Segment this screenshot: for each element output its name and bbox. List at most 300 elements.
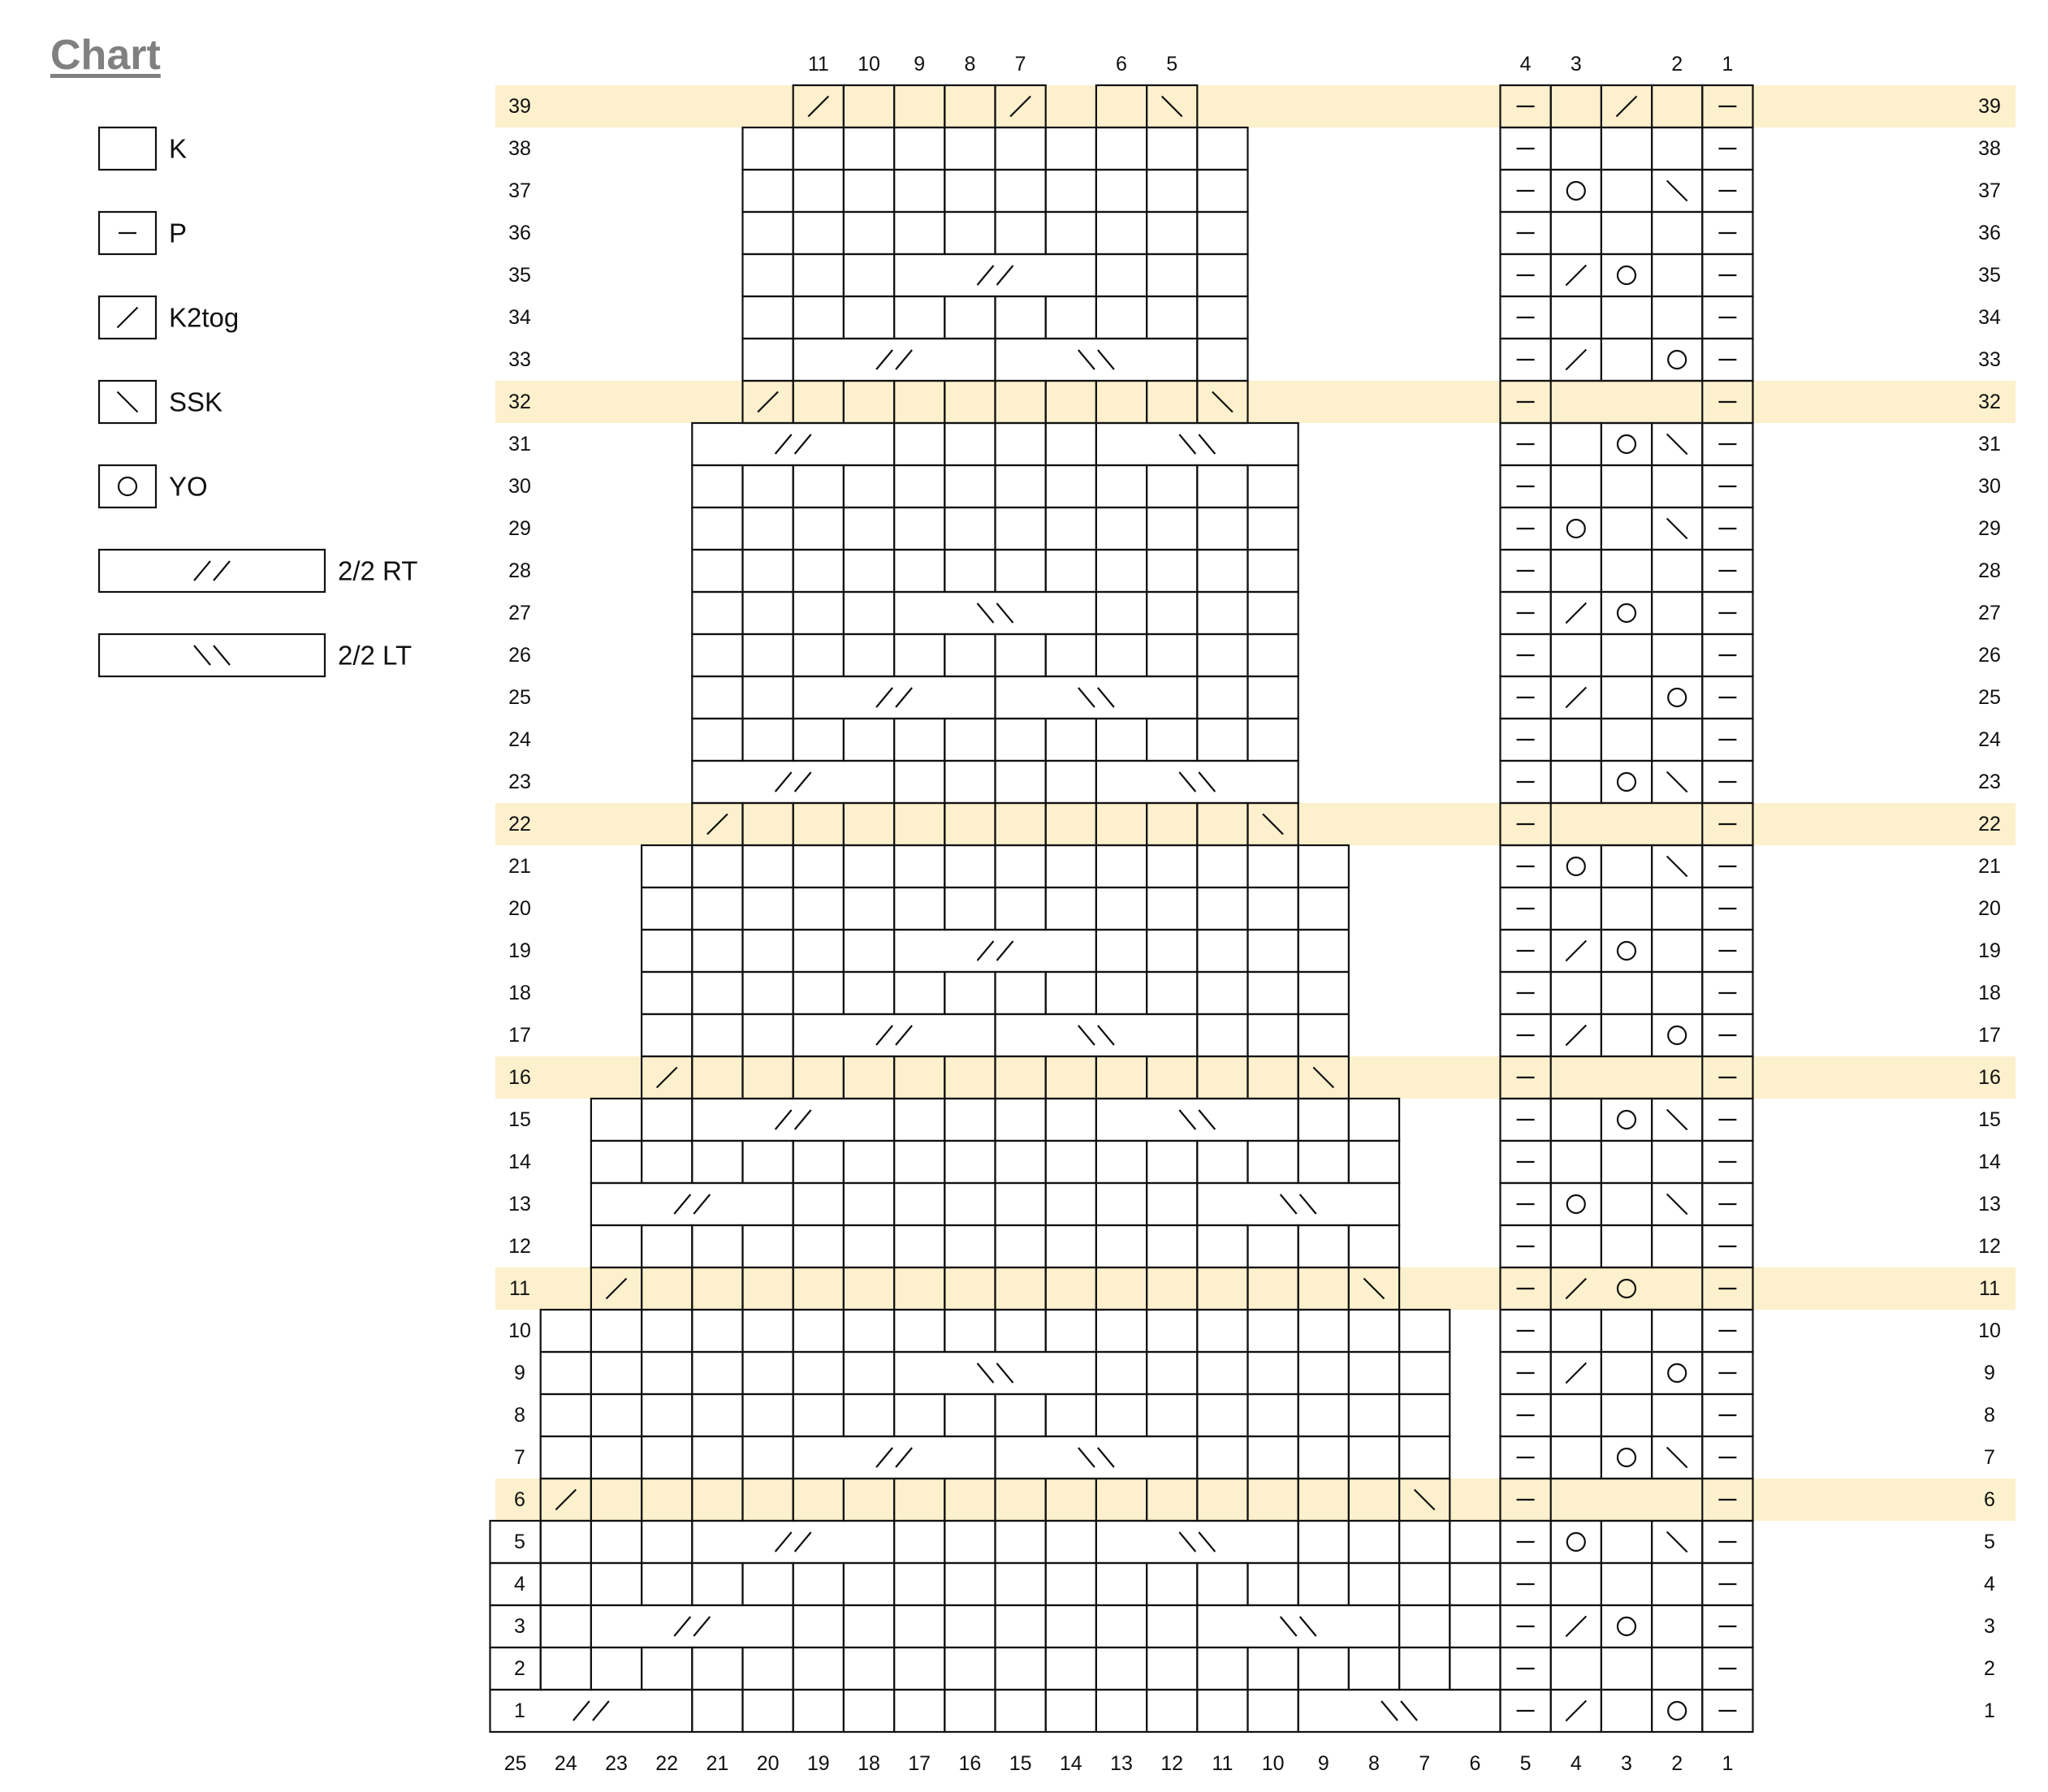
chart-cell (844, 1310, 894, 1352)
side-cell (1601, 845, 1652, 887)
chart-cell (1147, 550, 1197, 592)
column-number-bottom: 18 (858, 1752, 880, 1775)
chart-cell (743, 845, 793, 887)
side-cell (1652, 1605, 1702, 1647)
chart-cell (844, 930, 894, 972)
chart-cell (793, 1352, 844, 1394)
chart-cell (692, 972, 742, 1014)
chart-cell (1197, 1141, 1247, 1183)
chart-cell (793, 845, 844, 887)
legend-swatch (99, 550, 325, 592)
chart-cell (793, 507, 844, 550)
chart-cell (1147, 719, 1197, 761)
row-number-right: 28 (1978, 559, 2001, 582)
chart-cell (996, 1690, 1046, 1732)
chart-cell (944, 1225, 995, 1267)
column-number-top: 10 (858, 53, 880, 76)
row-number-right: 4 (1984, 1573, 1995, 1596)
chart-cell (1046, 1099, 1096, 1141)
lt-cable-symbol (978, 1363, 994, 1383)
side-cell (1551, 1394, 1601, 1436)
chart-cell (1046, 296, 1096, 339)
rt-cable-symbol (693, 1194, 710, 1214)
chart-cell (692, 1014, 742, 1056)
rt-cable-symbol (776, 1532, 792, 1552)
chart-cell (944, 1394, 995, 1436)
row-number-right: 5 (1984, 1531, 1995, 1553)
side-cell (1652, 634, 1702, 676)
chart-cell (591, 1647, 642, 1690)
chart-cell (642, 1352, 692, 1394)
chart-cell (844, 1394, 894, 1436)
ssk-symbol (1667, 434, 1687, 455)
legend-swatch (99, 465, 156, 507)
chart-cell (793, 212, 844, 254)
yo-symbol (1618, 1617, 1635, 1635)
lt-cable-symbol (1098, 350, 1114, 369)
chart-cell (1096, 507, 1147, 550)
chart-cell (642, 1141, 692, 1183)
chart-cell (844, 845, 894, 887)
rt-cable-symbol (573, 1701, 590, 1721)
chart-cell (692, 1563, 742, 1605)
chart-cell (1197, 887, 1247, 930)
chart-cell (894, 1521, 944, 1563)
chart-cell (996, 507, 1046, 550)
side-cell (1601, 1141, 1652, 1183)
chart-cell (1046, 634, 1096, 676)
chart-cell (642, 930, 692, 972)
chart-cell (844, 212, 894, 254)
cable-cell (996, 339, 1198, 381)
chart-cell (692, 1436, 742, 1479)
side-cell (1601, 170, 1652, 212)
side-cell (1601, 465, 1652, 507)
row-number-left: 22 (508, 813, 531, 836)
rt-cable-symbol (997, 266, 1013, 285)
side-cell (1551, 1099, 1601, 1141)
chart-cell (591, 1225, 642, 1267)
chart-cell (1197, 1394, 1247, 1436)
row-number-right: 32 (1978, 391, 2001, 413)
cable-cell (894, 592, 1096, 634)
rt-cable-symbol (593, 1701, 609, 1721)
chart-cell (894, 1183, 944, 1225)
column-number-bottom: 11 (1212, 1752, 1234, 1775)
chart-cell (743, 1436, 793, 1479)
chart-cell (1147, 845, 1197, 887)
chart-cell (591, 1521, 642, 1563)
row-number-left: 27 (508, 602, 531, 624)
yo-symbol (1567, 1533, 1585, 1551)
yo-symbol (1618, 942, 1635, 960)
chart-cell (1197, 1690, 1247, 1732)
chart-cell (1197, 507, 1247, 550)
chart-cell (642, 887, 692, 930)
row-number-left: 10 (508, 1319, 531, 1342)
row-number-left: 33 (508, 348, 531, 371)
column-number-bottom: 3 (1621, 1752, 1632, 1775)
side-cell (1551, 212, 1601, 254)
chart-cell (1399, 1436, 1450, 1479)
chart-cell (793, 1310, 844, 1352)
cable-cell (692, 1099, 894, 1141)
row-number-left: 30 (508, 475, 531, 498)
ssk-symbol (1667, 519, 1687, 539)
k2tog-symbol (1566, 688, 1586, 708)
row-number-right: 7 (1984, 1446, 1995, 1469)
chart-cell (1298, 1310, 1349, 1352)
chart-cell (642, 1521, 692, 1563)
row-number-left: 6 (514, 1488, 525, 1511)
yo-symbol (1668, 1364, 1686, 1382)
column-number-top: 3 (1570, 53, 1582, 76)
chart-cell (844, 1183, 894, 1225)
chart-cell (642, 1014, 692, 1056)
chart-cell (844, 1563, 894, 1605)
chart-cell (996, 1647, 1046, 1690)
chart-cell (541, 1310, 591, 1352)
ssk-symbol (1667, 772, 1687, 792)
side-cell (1551, 465, 1601, 507)
chart-cell (844, 170, 894, 212)
chart-cell (793, 465, 844, 507)
chart-cell (894, 1099, 944, 1141)
chart-cell (743, 1394, 793, 1436)
side-cell (1601, 1352, 1652, 1394)
row-number-left: 7 (514, 1446, 525, 1469)
ssk-symbol (1667, 857, 1687, 877)
chart-cell (1248, 1141, 1298, 1183)
chart-cell (541, 1521, 591, 1563)
chart-cell (894, 1563, 944, 1605)
k2tog-symbol (1566, 941, 1586, 961)
chart-cell (996, 1394, 1046, 1436)
chart-cell (692, 1647, 742, 1690)
chart-cell (996, 170, 1046, 212)
k2tog-symbol (1566, 266, 1586, 286)
row-number-left: 15 (508, 1108, 531, 1131)
chart-cell (743, 972, 793, 1014)
chart-cell (996, 127, 1046, 170)
highlight-row-band (495, 85, 2016, 127)
column-number-bottom: 14 (1059, 1752, 1082, 1775)
yo-symbol (1668, 351, 1686, 369)
side-cell (1551, 550, 1601, 592)
side-cell (1652, 1690, 1702, 1732)
column-number-top: 11 (807, 53, 829, 76)
chart-cell (1096, 212, 1147, 254)
row-number-right: 31 (1978, 433, 2001, 456)
chart-cell (743, 592, 793, 634)
chart-cell (642, 1436, 692, 1479)
chart-cell (996, 296, 1046, 339)
rt-cable-symbol (896, 688, 912, 707)
chart-cell (1298, 1352, 1349, 1394)
chart-cell (743, 1310, 793, 1352)
chart-cell (894, 550, 944, 592)
chart-cell (1450, 1605, 1500, 1647)
chart-cell (894, 1310, 944, 1352)
chart-cell (591, 1310, 642, 1352)
chart-cell (1197, 465, 1247, 507)
chart-cell (894, 1605, 944, 1647)
side-cell (1652, 930, 1702, 972)
chart-cell (793, 170, 844, 212)
chart-cell (591, 1394, 642, 1436)
chart-cell (1349, 1141, 1399, 1183)
chart-cell (996, 719, 1046, 761)
row-number-right: 26 (1978, 644, 2001, 667)
row-number-left: 28 (508, 559, 531, 582)
row-number-right: 38 (1978, 137, 2001, 160)
chart-cell (743, 254, 793, 296)
chart-cell (1197, 339, 1247, 381)
chart-cell (944, 634, 995, 676)
ssk-symbol (1667, 1448, 1687, 1468)
column-number-bottom: 8 (1368, 1752, 1380, 1775)
chart-cell (1349, 1225, 1399, 1267)
chart-cell (894, 465, 944, 507)
side-cell (1601, 296, 1652, 339)
chart-cell (996, 845, 1046, 887)
chart-cell (642, 845, 692, 887)
side-cell (1551, 761, 1601, 803)
chart-cell (743, 296, 793, 339)
side-cell (1551, 170, 1601, 212)
chart-cell (996, 1563, 1046, 1605)
chart-cell (944, 1183, 995, 1225)
lt-cable-symbol (1199, 772, 1215, 792)
cable-cell (996, 1436, 1198, 1479)
highlight-row-band (495, 381, 2016, 423)
cable-cell (591, 1183, 793, 1225)
chart-cell (743, 550, 793, 592)
column-number-bottom: 6 (1469, 1752, 1481, 1775)
chart-cell (1096, 1647, 1147, 1690)
side-cell (1601, 1563, 1652, 1605)
row-number-left: 20 (508, 897, 531, 920)
row-number-right: 21 (1978, 855, 2001, 878)
chart-cell (1046, 1521, 1096, 1563)
chart-cell (1248, 634, 1298, 676)
side-cell (1652, 592, 1702, 634)
lt-cable-symbol (1300, 1194, 1316, 1214)
chart-cell (1248, 972, 1298, 1014)
column-number-bottom: 2 (1671, 1752, 1683, 1775)
chart-cell (1147, 972, 1197, 1014)
chart-cell (1248, 845, 1298, 887)
k2tog-symbol (1566, 1701, 1586, 1721)
chart-cell (1248, 1310, 1298, 1352)
lt-cable-symbol (1078, 1026, 1095, 1045)
rt-cable-symbol (194, 561, 210, 581)
chart-cell (1197, 972, 1247, 1014)
chart-cell (692, 1310, 742, 1352)
chart-cell (591, 1352, 642, 1394)
k2tog-symbol (1566, 603, 1586, 624)
chart-cell (642, 1647, 692, 1690)
chart-cell (692, 887, 742, 930)
row-number-right: 12 (1978, 1235, 2001, 1258)
chart-cell (1147, 1394, 1197, 1436)
yo-symbol (1618, 435, 1635, 453)
chart-cell (1046, 845, 1096, 887)
chart-cell (541, 1647, 591, 1690)
row-number-left: 24 (508, 728, 531, 751)
chart-cell (1197, 1563, 1247, 1605)
lt-cable-symbol (997, 603, 1013, 623)
chart-cell (1248, 550, 1298, 592)
side-cell (1652, 719, 1702, 761)
chart-cell (743, 1563, 793, 1605)
yo-symbol (1618, 1111, 1635, 1129)
chart-cell (1147, 296, 1197, 339)
side-cell (1601, 1225, 1652, 1267)
chart-cell (1197, 1014, 1247, 1056)
chart-cell (1046, 1605, 1096, 1647)
column-number-bottom: 21 (706, 1752, 729, 1775)
chart-cell (793, 1605, 844, 1647)
chart-cell (743, 1225, 793, 1267)
cable-cell (793, 339, 996, 381)
chart-cell (1147, 465, 1197, 507)
chart-cell (1046, 1563, 1096, 1605)
rt-cable-symbol (776, 434, 792, 454)
chart-cell (844, 507, 894, 550)
chart-cell (1147, 1690, 1197, 1732)
side-cell (1601, 972, 1652, 1014)
chart-cell (743, 339, 793, 381)
chart-cell (1147, 1141, 1197, 1183)
chart-cell (1399, 1352, 1450, 1394)
chart-cell (743, 1647, 793, 1690)
chart-cell (1046, 507, 1096, 550)
ssk-symbol (1667, 181, 1687, 201)
chart-cell (996, 1310, 1046, 1352)
lt-cable-symbol (1078, 350, 1095, 369)
legend-label: YO (169, 471, 208, 502)
chart-cell (1096, 254, 1147, 296)
column-number-bottom: 23 (605, 1752, 628, 1775)
column-number-top: 2 (1671, 53, 1683, 76)
chart-cell (793, 592, 844, 634)
k2tog-symbol (1566, 1617, 1586, 1637)
side-cell (1601, 1310, 1652, 1352)
side-cell (1601, 1183, 1652, 1225)
chart-cell (944, 1690, 995, 1732)
chart-cell (1197, 127, 1247, 170)
chart-cell (1248, 1563, 1298, 1605)
chart-cell (894, 1141, 944, 1183)
cable-cell (1096, 761, 1298, 803)
chart-cell (894, 1225, 944, 1267)
chart-cell (1147, 634, 1197, 676)
lt-cable-symbol (1300, 1617, 1316, 1636)
cable-cell (1197, 1183, 1399, 1225)
lt-cable-symbol (1281, 1194, 1297, 1214)
yo-symbol (1618, 604, 1635, 622)
chart-cell (1096, 592, 1147, 634)
chart-cell (1046, 170, 1096, 212)
column-number-bottom: 24 (554, 1752, 577, 1775)
chart-cell (1197, 1436, 1247, 1479)
yo-symbol (1668, 689, 1686, 706)
row-number-left: 31 (508, 433, 531, 456)
chart-cell (692, 845, 742, 887)
chart-cell (894, 212, 944, 254)
row-number-right: 25 (1978, 686, 2001, 709)
row-number-right: 10 (1978, 1319, 2001, 1342)
column-number-top: 5 (1166, 53, 1178, 76)
chart-cell (1096, 1352, 1147, 1394)
row-number-left: 29 (508, 517, 531, 540)
cable-cell (1096, 1521, 1298, 1563)
chart-cell (844, 1352, 894, 1394)
row-number-left: 17 (508, 1024, 531, 1047)
row-number-left: 21 (508, 855, 531, 878)
chart-cell (1096, 1141, 1147, 1183)
rt-cable-symbol (776, 1110, 792, 1129)
lt-cable-symbol (1179, 1532, 1195, 1552)
k2tog-symbol (118, 308, 138, 328)
row-number-right: 8 (1984, 1404, 1995, 1427)
chart-cell (1147, 170, 1197, 212)
chart-cell (1298, 887, 1349, 930)
side-cell (1601, 339, 1652, 381)
lt-cable-symbol (1381, 1701, 1398, 1721)
chart-cell (1197, 719, 1247, 761)
chart-cell (1450, 1647, 1500, 1690)
cable-cell (692, 1521, 894, 1563)
side-cell (1601, 1647, 1652, 1690)
side-cell (1601, 719, 1652, 761)
rt-cable-symbol (693, 1617, 710, 1636)
chart-cell (996, 1141, 1046, 1183)
row-number-right: 2 (1984, 1657, 1995, 1680)
chart-cell (591, 1436, 642, 1479)
chart-cell (944, 423, 995, 465)
column-number-bottom: 13 (1110, 1752, 1133, 1775)
chart-cell (996, 1521, 1046, 1563)
chart-cell (1298, 1521, 1349, 1563)
row-number-left: 23 (508, 771, 531, 793)
side-cell (1652, 465, 1702, 507)
chart-cell (1450, 1563, 1500, 1605)
chart-cell (844, 592, 894, 634)
row-number-right: 13 (1978, 1193, 2001, 1216)
chart-cell (743, 887, 793, 930)
cable-cell (1096, 1099, 1298, 1141)
chart-cell (1046, 127, 1096, 170)
row-number-left: 38 (508, 137, 531, 160)
chart-cell (1096, 296, 1147, 339)
row-number-right: 20 (1978, 897, 2001, 920)
chart-cell (642, 1099, 692, 1141)
row-number-right: 23 (1978, 771, 2001, 793)
column-number-bottom: 9 (1317, 1752, 1329, 1775)
chart-cell (1197, 634, 1247, 676)
side-cell (1551, 1521, 1601, 1563)
chart-cell (1349, 1099, 1399, 1141)
side-cell (1551, 1310, 1601, 1352)
chart-cell (1399, 1521, 1450, 1563)
row-number-left: 34 (508, 306, 531, 329)
chart-cell (793, 296, 844, 339)
row-number-left: 25 (508, 686, 531, 709)
rt-cable-symbol (896, 1448, 912, 1467)
row-number-right: 29 (1978, 517, 2001, 540)
